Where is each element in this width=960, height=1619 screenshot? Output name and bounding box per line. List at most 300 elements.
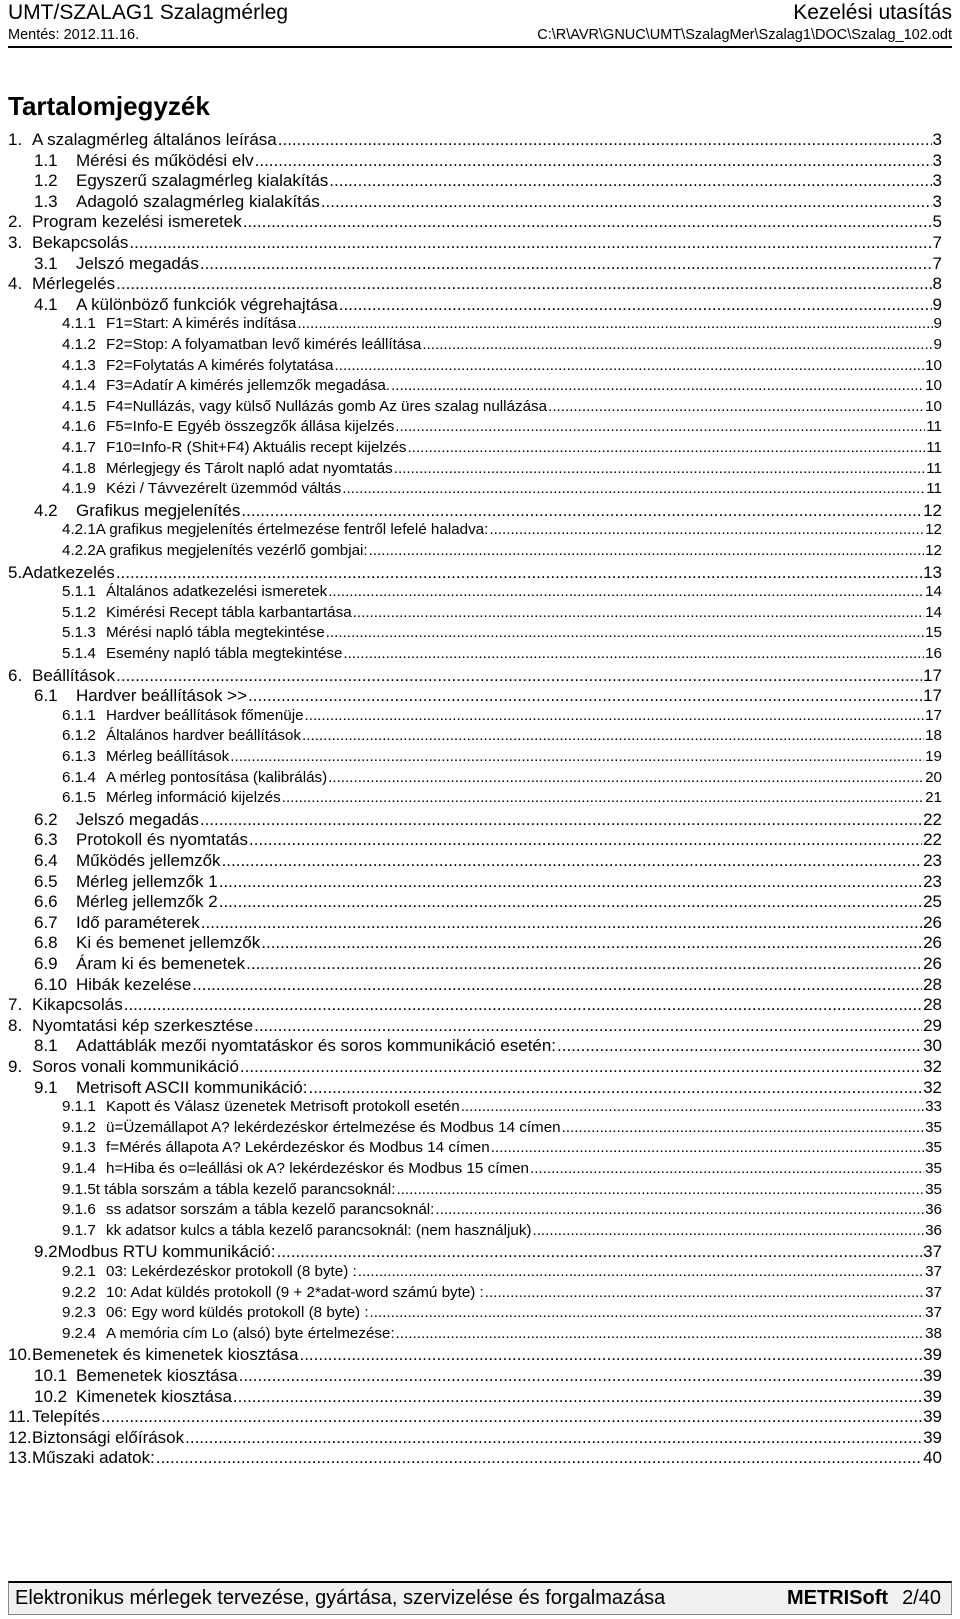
toc-entry-page: 11: [926, 480, 942, 498]
toc-entry-page: 7: [932, 233, 942, 252]
toc-dot-leader: [200, 811, 922, 828]
header-divider: [8, 46, 952, 48]
toc-dot-leader: [491, 1140, 924, 1155]
toc-entry[interactable]: [34, 893, 942, 910]
toc-entry-page: 36: [925, 1201, 942, 1219]
toc-entry-page: 26: [923, 912, 942, 932]
toc-entry-number: 9.1.6: [62, 1201, 96, 1219]
toc-entry-page: 9: [933, 315, 942, 333]
toc-dot-leader: [461, 1099, 924, 1114]
toc-entry-title: Működés jellemzők: [76, 851, 221, 870]
toc-dot-leader: [328, 584, 924, 599]
toc-entry-number: 4.1.5: [62, 397, 96, 415]
toc-entry[interactable]: [62, 584, 942, 599]
toc-entry-number: 9.1.4: [62, 1160, 96, 1177]
toc-entry-title: Program kezelési ismeretek: [32, 212, 242, 232]
toc-entry-page: 39: [923, 1427, 942, 1447]
toc-dot-leader: [548, 399, 924, 414]
toc-entry-title: Esemény napló tábla megtekintése: [106, 645, 343, 662]
toc-entry-page: 3: [932, 150, 942, 170]
toc-dot-leader: [255, 152, 932, 169]
toc-dot-leader: [343, 646, 924, 661]
toc-entry[interactable]: [62, 461, 942, 476]
toc-entry[interactable]: [34, 873, 942, 890]
toc-entry-title: Általános adatkezelési ismeretek: [106, 583, 328, 601]
toc-entry[interactable]: [62, 605, 942, 620]
toc-entry[interactable]: [34, 1388, 942, 1405]
toc-entry-number: 6.1.5: [62, 789, 96, 807]
toc-entry-title: Adatkezelés: [22, 562, 115, 582]
toc-entry-number: 2.: [8, 212, 23, 232]
toc-entry-title: Metrisoft ASCII kommunikáció:: [76, 1077, 308, 1097]
toc-entry[interactable]: [62, 708, 942, 723]
toc-dot-leader: [116, 564, 922, 581]
toc-entry-page: 39: [923, 1345, 942, 1365]
toc-entry-page: 30: [923, 1036, 942, 1056]
toc-entry-page: 32: [923, 1057, 942, 1076]
toc-entry-number: 5.1.3: [62, 624, 96, 642]
toc-dot-leader: [557, 1037, 922, 1054]
toc-entry-title: Mérleg beállítások: [106, 748, 230, 765]
toc-entry-title: f=Mérés állapota A? Lekérdezéskor és Modbus 14 címen: [106, 1139, 490, 1157]
toc-entry-number: 9.1.5: [62, 1180, 96, 1198]
toc-entry-title: Hardver beállítások főmenüje: [106, 706, 304, 724]
toc-entry[interactable]: [62, 481, 942, 496]
toc-dot-leader: [241, 502, 922, 519]
toc-entry-number: 8.: [8, 1015, 23, 1035]
toc-entry-number: 5.1.1: [62, 583, 96, 601]
toc-entry-number: 5.1.4: [62, 645, 96, 662]
toc-dot-leader: [277, 1243, 923, 1260]
toc-entry-number: 6.3: [34, 830, 58, 850]
toc-dot-leader: [369, 543, 924, 558]
toc-dot-leader: [358, 1264, 924, 1279]
toc-entry[interactable]: [34, 914, 942, 931]
toc-entry-page: 7: [932, 253, 942, 273]
toc-entry-page: 37: [925, 1263, 942, 1280]
toc-entry-title: Bemenetek kiosztása: [76, 1366, 238, 1385]
toc-entry-title: Adagoló szalagmérleg kialakítás: [76, 191, 320, 211]
toc-entry-number: 13.: [8, 1448, 32, 1468]
toc-dot-leader: [116, 667, 922, 684]
toc-entry-number: 6.1.4: [62, 768, 96, 786]
toc-entry[interactable]: [8, 564, 942, 581]
toc-entry[interactable]: [34, 934, 942, 951]
save-date: Mentés: 2012.11.16.: [8, 27, 140, 43]
footer-tagline: Elektronikus mérlegek tervezése, gyártása, szervizelése és forgalmazása: [15, 1587, 666, 1609]
toc-entry-page: 37: [925, 1304, 942, 1322]
toc-entry-number: 6.4: [34, 851, 58, 870]
toc-entry[interactable]: [8, 275, 942, 292]
toc-entry-title: Protokoll és nyomtatás: [76, 830, 248, 850]
toc-entry-number: 1.: [8, 130, 23, 149]
toc-entry-number: 6.6: [34, 892, 58, 912]
toc-dot-leader: [396, 1326, 924, 1341]
toc-entry-number: 4.1: [34, 294, 58, 314]
toc-entry-number: 6.7: [34, 912, 58, 932]
toc-entry[interactable]: [62, 399, 942, 414]
toc-dot-leader: [297, 316, 932, 331]
toc-entry-title: Hardver beállítások >>: [76, 686, 248, 706]
toc-dot-leader: [335, 358, 925, 373]
toc-entry-title: A különböző funkciók végrehajtása: [76, 294, 338, 314]
toc-entry[interactable]: [62, 358, 942, 373]
toc-entry[interactable]: [62, 1140, 942, 1155]
toc-entry[interactable]: [62, 1182, 942, 1197]
toc-dot-leader: [302, 728, 924, 743]
toc-dot-leader: [248, 687, 922, 704]
toc-entry-number: 6.9: [34, 954, 58, 973]
toc-entry[interactable]: [62, 522, 942, 537]
toc-entry[interactable]: [62, 1202, 942, 1217]
toc-entry-number: 5.: [8, 562, 23, 582]
toc-dot-leader: [329, 172, 931, 189]
toc-entry-title: F2=Folytatás A kimérés folytatása: [106, 356, 334, 374]
toc-entry-title: F10=Info-R (Shit+F4) Aktuális recept kijelzés: [106, 439, 407, 456]
toc-entry[interactable]: [62, 1305, 942, 1320]
document-title: UMT/SZALAG1 Szalagmérleg: [8, 1, 289, 24]
toc-entry[interactable]: [8, 1449, 942, 1466]
toc-entry-number: 4.2: [34, 500, 58, 520]
toc-entry-page: 9: [933, 336, 942, 353]
toc-dot-leader: [370, 1305, 925, 1320]
toc-entry-title: A memória cím Lo (alsó) byte értelmezése:: [106, 1324, 395, 1342]
toc-entry-page: 40: [923, 1448, 942, 1468]
toc-entry-title: Kimérési Recept tábla karbantartása: [106, 603, 352, 621]
toc-entry-page: 28: [923, 974, 942, 994]
toc-entry-page: 20: [925, 768, 942, 786]
toc-entry-number: 10.: [8, 1345, 32, 1365]
toc-entry-page: 39: [923, 1386, 942, 1406]
toc-dot-leader: [219, 873, 922, 890]
toc-entry-number: 9.2.3: [62, 1304, 96, 1322]
toc-dot-leader: [192, 976, 922, 993]
toc-entry-title: Ki és bemenet jellemzők: [76, 933, 261, 953]
toc-entry[interactable]: [34, 1079, 942, 1096]
toc-dot-leader: [562, 1120, 925, 1135]
toc-dot-leader: [185, 1429, 922, 1446]
toc-entry-title: A mérleg pontosítása (kalibrálás): [106, 768, 328, 786]
toc-entry-number: 6.1: [34, 686, 58, 706]
toc-entry[interactable]: [34, 976, 942, 993]
toc-entry[interactable]: [62, 1264, 942, 1279]
company-brand: METRISoft: [786, 1587, 889, 1609]
toc-entry[interactable]: [34, 255, 942, 272]
toc-entry[interactable]: [62, 378, 942, 393]
toc-entry-number: 6.: [8, 665, 23, 685]
toc-entry-number: 6.1.2: [62, 727, 96, 745]
toc-entry-page: 35: [925, 1180, 942, 1198]
toc-entry[interactable]: [8, 1058, 942, 1075]
toc-dot-leader: [530, 1161, 924, 1176]
toc-dot-leader: [129, 234, 931, 251]
toc-entry-title: Bekapcsolás: [32, 233, 129, 252]
toc-entry-number: 4.1.7: [62, 439, 96, 456]
toc-entry-page: 9: [932, 294, 942, 314]
toc-entry-page: 36: [925, 1221, 942, 1239]
toc-entry-page: 10: [925, 397, 942, 415]
toc-entry-page: 26: [923, 933, 942, 953]
toc-entry-title: Mérési napló tábla megtekintése: [106, 624, 325, 642]
toc-entry-number: 9.: [8, 1057, 23, 1076]
toc-dot-leader: [156, 1449, 922, 1466]
toc-entry[interactable]: [34, 831, 942, 848]
toc-entry-number: 8.1: [34, 1036, 58, 1056]
toc-entry-page: 25: [923, 892, 942, 912]
toc-entry-title: Kikapcsolás: [32, 995, 123, 1015]
toc-entry-title: F2=Stop: A folyamatban levő kimérés leállítása: [106, 336, 422, 353]
toc-entry-number: 4.1.9: [62, 480, 96, 498]
toc-entry-number: 9.2: [34, 1242, 58, 1262]
toc-entry-title: Jelszó megadás: [76, 253, 199, 273]
toc-dot-leader: [489, 522, 924, 537]
toc-entry-number: 9.2.2: [62, 1283, 96, 1301]
toc-entry-number: 3.1: [34, 253, 58, 273]
toc-entry-page: 26: [923, 954, 942, 973]
toc-entry-page: 14: [925, 583, 942, 601]
toc-entry-title: Mérleg jellemzők 2: [76, 892, 218, 912]
toc-entry[interactable]: [34, 852, 942, 869]
toc-dot-leader: [246, 955, 922, 972]
toc-entry-title: Soros vonali kommunikáció: [32, 1057, 239, 1076]
toc-dot-leader: [485, 1285, 924, 1300]
toc-dot-leader: [230, 749, 924, 764]
toc-entry-number: 4.1.8: [62, 459, 96, 477]
toc-entry-number: 11.: [8, 1407, 31, 1427]
toc-entry[interactable]: [62, 728, 942, 743]
toc-entry-title: A grafikus megjelenítés vezérlő gombjai:: [95, 542, 368, 559]
toc-entry-page: 5: [932, 212, 942, 232]
toc-entry[interactable]: [8, 996, 942, 1013]
toc-entry-title: Mérleg információ kijelzés: [106, 789, 281, 807]
toc-dot-leader: [305, 708, 925, 723]
toc-entry[interactable]: [34, 811, 942, 828]
toc-entry-title: Áram ki és bemenetek: [76, 954, 246, 973]
toc-entry[interactable]: [8, 1346, 942, 1363]
toc-entry-page: 10: [925, 356, 942, 374]
toc-entry-number: 7.: [8, 995, 23, 1015]
toc-dot-leader: [219, 893, 922, 910]
toc-dot-leader: [124, 996, 922, 1013]
toc-dot-leader: [201, 914, 922, 931]
toc-dot-leader: [408, 440, 926, 455]
toc-entry-title: ss adatsor sorszám a tábla kezelő parancsoknál:: [106, 1201, 435, 1219]
toc-dot-leader: [249, 831, 922, 848]
toc-entry-number: 6.10: [34, 974, 68, 994]
toc-dot-leader: [396, 1182, 924, 1197]
toc-entry-number: 5.1.2: [62, 603, 96, 621]
toc-entry-number: 12.: [8, 1427, 32, 1447]
toc-dot-leader: [261, 934, 922, 951]
toc-entry[interactable]: [34, 502, 942, 519]
toc-entry-page: 3: [932, 191, 942, 211]
toc-entry-number: 9.1.2: [62, 1118, 96, 1136]
toc-entry-page: 14: [925, 603, 942, 621]
toc-entry[interactable]: [8, 667, 942, 684]
toc-dot-leader: [394, 461, 925, 476]
toc-entry-page: 35: [925, 1160, 942, 1177]
toc-entry-title: Kapott és Válasz üzenetek Metrisoft protokoll esetén: [106, 1098, 460, 1116]
toc-dot-leader: [353, 605, 924, 620]
toc-entry[interactable]: [8, 131, 942, 148]
toc-entry-title: F5=Info-E Egyéb összegzők állása kijelzés: [106, 418, 395, 436]
toc-entry-number: 4.: [8, 274, 23, 294]
toc-entry[interactable]: [62, 1099, 942, 1114]
toc-entry-page: 22: [923, 809, 942, 829]
toc-entry-number: 4.2.1: [62, 521, 96, 539]
toc-entry-title: Biztonsági előírások: [32, 1427, 185, 1447]
toc-entry[interactable]: [62, 790, 942, 805]
toc-entry[interactable]: [8, 1017, 942, 1034]
toc-entry-number: 4.1.6: [62, 418, 96, 436]
toc-entry-title: Mérési és működési elv: [76, 150, 254, 170]
toc-entry-title: F4=Nullázás, vagy külső Nullázás gomb Az üres szalag nullázása: [106, 397, 548, 415]
toc-entry-title: Telepítés: [32, 1407, 101, 1427]
toc-entry[interactable]: [34, 296, 942, 313]
toc-entry-title: Általános hardver beállítások: [106, 727, 302, 745]
toc-entry-page: 39: [923, 1407, 942, 1427]
toc-entry-title: F3=Adatír A kimérés jellemzők megadása.: [106, 377, 391, 395]
toc-entry-number: 4.2.2: [62, 542, 96, 559]
toc-entry-page: 32: [923, 1077, 942, 1097]
toc-entry-page: 17: [923, 686, 942, 706]
toc-entry[interactable]: [62, 440, 942, 455]
toc-entry-title: Bemenetek és kimenetek kiosztása: [32, 1345, 299, 1365]
toc-entry[interactable]: [34, 955, 942, 972]
toc-entry-title: Modbus RTU kommunikáció:: [57, 1242, 276, 1262]
toc-entry-number: 9.1.1: [62, 1098, 96, 1116]
toc-entry[interactable]: [34, 1367, 942, 1384]
toc-entry-page: 11: [926, 418, 942, 436]
toc-dot-leader: [254, 1017, 922, 1034]
toc-dot-leader: [240, 1058, 922, 1075]
toc-entry-title: Egyszerű szalagmérleg kialakítás: [76, 171, 329, 191]
file-path: C:\R\AVR\GNUC\UMT\SzalagMer\Szalag1\DOC\Szalag_102.odt: [537, 27, 952, 43]
toc-dot-leader: [339, 296, 932, 313]
toc-entry-title: Mérlegjegy és Tárolt napló adat nyomtatás: [106, 459, 393, 477]
toc-entry-page: 19: [925, 748, 942, 765]
toc-entry-page: 22: [923, 830, 942, 850]
toc-entry[interactable]: [34, 152, 942, 169]
toc-entry[interactable]: [62, 1120, 942, 1135]
toc-dot-leader: [239, 1367, 922, 1384]
toc-entry[interactable]: [34, 1243, 942, 1260]
toc-dot-leader: [278, 131, 932, 148]
toc-entry[interactable]: [62, 419, 942, 434]
toc-dot-leader: [532, 1223, 924, 1238]
toc-entry-page: 23: [923, 851, 942, 870]
toc-entry[interactable]: [34, 193, 942, 210]
toc-entry[interactable]: [8, 234, 942, 251]
toc-entry-page: 16: [925, 645, 942, 662]
toc-dot-leader: [391, 378, 924, 393]
toc-entry-title: Adattáblák mezői nyomtatáskor és soros kommunikáció esetén:: [76, 1036, 557, 1056]
toc-entry-number: 9.1: [34, 1077, 58, 1097]
toc-entry[interactable]: [62, 770, 942, 785]
toc-entry-number: 6.2: [34, 809, 58, 829]
toc-entry-page: 3: [932, 171, 942, 191]
toc-entry[interactable]: [34, 687, 942, 704]
toc-dot-leader: [282, 790, 924, 805]
toc-entry-page: 35: [925, 1118, 942, 1136]
toc-entry-number: 6.1.1: [62, 706, 96, 724]
toc-entry[interactable]: [62, 1161, 942, 1176]
toc-entry-title: A grafikus megjelenítés értelmezése fentről lefelé haladva:: [95, 521, 489, 539]
toc-dot-leader: [116, 275, 931, 292]
toc-entry-number: 10.1: [34, 1366, 68, 1385]
toc-dot-leader: [435, 1202, 924, 1217]
toc-entry-page: 18: [925, 727, 942, 745]
toc-dot-leader: [243, 213, 932, 230]
toc-entry[interactable]: [62, 749, 942, 764]
toc-entry-page: 8: [932, 274, 942, 294]
toc-entry-number: 1.2: [34, 171, 58, 191]
toc-entry-title: A szalagmérleg általános leírása: [32, 130, 277, 149]
toc-dot-leader: [342, 481, 925, 496]
toc-entry-page: 12: [925, 542, 942, 559]
toc-entry[interactable]: [62, 646, 942, 661]
toc-entry[interactable]: [62, 1285, 942, 1300]
toc-entry-number: 4.1.4: [62, 377, 96, 395]
toc-entry[interactable]: [8, 1429, 942, 1446]
page-number: 2/40: [902, 1587, 941, 1609]
toc-entry[interactable]: [34, 172, 942, 189]
toc-entry[interactable]: [62, 625, 942, 640]
toc-entry-number: 4.1.2: [62, 336, 96, 353]
toc-dot-leader: [395, 419, 925, 434]
toc-entry-title: Nyomtatási kép szerkesztése: [32, 1015, 254, 1035]
toc-entry[interactable]: [62, 1326, 942, 1341]
toc-entry-title: 03: Lekérdezéskor protokoll (8 byte) :: [106, 1263, 357, 1280]
toc-entry[interactable]: [8, 213, 942, 230]
toc-entry-title: F1=Start: A kimérés indítása: [106, 315, 297, 333]
toc-entry-page: 29: [923, 1015, 942, 1035]
toc-entry[interactable]: [34, 1037, 942, 1054]
toc-entry-page: 10: [925, 377, 942, 395]
toc-entry-number: 9.1.7: [62, 1221, 96, 1239]
document-type: Kezelési utasítás: [793, 1, 952, 24]
toc-entry-page: 35: [925, 1139, 942, 1157]
toc-entry-number: 4.1.3: [62, 356, 96, 374]
toc-entry-number: 1.1: [34, 150, 58, 170]
toc-entry-page: 15: [925, 624, 942, 642]
toc-entry-number: 9.2.4: [62, 1324, 96, 1342]
toc-entry[interactable]: [62, 1223, 942, 1238]
toc-entry-title: t tábla sorszám a tábla kezelő parancsoknál:: [95, 1180, 396, 1198]
toc-dot-leader: [308, 1079, 922, 1096]
toc-dot-leader: [321, 193, 932, 210]
toc-entry[interactable]: [8, 1408, 942, 1425]
toc-entry-number: 6.1.3: [62, 748, 96, 765]
toc-entry-number: 3.: [8, 233, 23, 252]
toc-entry-title: Mérleg jellemzők 1: [76, 871, 218, 891]
toc-entry-page: 21: [925, 789, 942, 807]
toc-entry-title: Mérlegelés: [32, 274, 116, 294]
toc-entry[interactable]: [62, 316, 942, 331]
toc-entry-page: 17: [925, 706, 942, 724]
toc-entry-title: Hibák kezelése: [76, 974, 192, 994]
toc-entry-title: Idő paraméterek: [76, 912, 200, 932]
page-footer: [8, 1581, 952, 1615]
toc-entry-page: 11: [926, 459, 942, 477]
toc-entry-title: h=Hiba és o=leállási ok A? lekérdezéskor és Modbus 15 címen: [106, 1160, 529, 1177]
toc-entry[interactable]: [62, 337, 942, 352]
toc-entry-title: Jelszó megadás: [76, 809, 199, 829]
toc-entry-title: Kézi / Távvezérelt üzemmód váltás: [106, 480, 342, 498]
toc-entry[interactable]: [62, 543, 942, 558]
toc-entry-page: 33: [925, 1098, 942, 1116]
toc-entry-title: Beállítások: [32, 665, 116, 685]
